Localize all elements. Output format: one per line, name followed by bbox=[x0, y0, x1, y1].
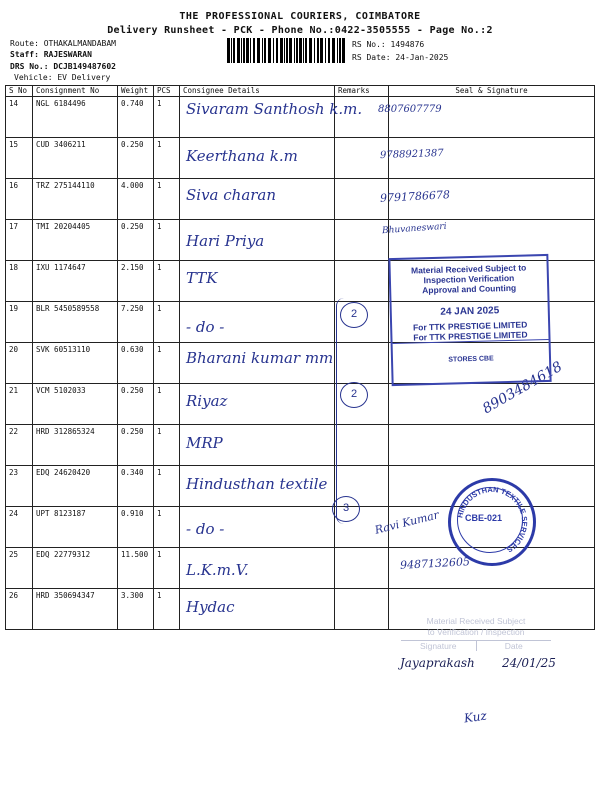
barcode-bar bbox=[299, 38, 302, 63]
verification-signature-label: Signature bbox=[401, 641, 477, 651]
cell-seal-signature bbox=[389, 425, 595, 466]
drs-number: DRS No.: DCJB149487602 bbox=[10, 62, 116, 71]
cell-consignment: UPT 8123187 bbox=[33, 507, 118, 548]
handwritten-consignee: Riyaz bbox=[186, 392, 228, 411]
barcode-bar bbox=[314, 38, 315, 63]
table-row bbox=[6, 425, 595, 466]
cell-weight: 0.250 bbox=[118, 220, 154, 261]
handwritten-signature: 9487132605 bbox=[399, 555, 471, 573]
cell-remarks bbox=[335, 548, 389, 589]
cell-weight: 3.300 bbox=[118, 589, 154, 630]
handwritten-consignee: Hindusthan textile bbox=[186, 474, 328, 493]
handwritten-signature: 9788921387 bbox=[379, 148, 444, 162]
cell-pcs: 1 bbox=[154, 138, 180, 179]
rs-date: RS Date: 24-Jan-2025 bbox=[352, 53, 449, 62]
col-sno: S No bbox=[6, 86, 33, 97]
cell-pcs: 1 bbox=[154, 507, 180, 548]
barcode-bar bbox=[243, 38, 245, 63]
stamp-date: 24 JAN 2025 bbox=[440, 305, 500, 318]
company-title: THE PROFESSIONAL COURIERS, COIMBATORE bbox=[179, 11, 421, 22]
cell-consignment: SVK 60513110 bbox=[33, 343, 118, 384]
cell-consignment: VCM 5102033 bbox=[33, 384, 118, 425]
verification-date: 24/01/25 bbox=[502, 656, 556, 670]
cell-remarks bbox=[335, 589, 389, 630]
table-header-row bbox=[6, 86, 595, 97]
cell-sno: 25 bbox=[6, 548, 33, 589]
barcode-bar bbox=[332, 38, 335, 63]
cell-pcs: 1 bbox=[154, 466, 180, 507]
barcode-bar bbox=[273, 38, 274, 63]
cell-sno: 23 bbox=[6, 466, 33, 507]
cell-pcs: 1 bbox=[154, 179, 180, 220]
barcode-bar bbox=[246, 38, 249, 63]
cell-weight: 11.500 bbox=[118, 548, 154, 589]
cell-consignment: EDQ 22779312 bbox=[33, 548, 118, 589]
stamp-line: STORES CBE bbox=[448, 355, 494, 364]
cell-consignment: HRD 350694347 bbox=[33, 589, 118, 630]
col-remarks: Remarks bbox=[335, 86, 389, 97]
cell-pcs: 1 bbox=[154, 589, 180, 630]
ttk-received-stamp bbox=[388, 254, 551, 386]
cell-sno: 21 bbox=[6, 384, 33, 425]
col-seal-signature: Seal & Signature bbox=[389, 86, 595, 97]
route-label: Route: OTHAKALMANDABAM bbox=[10, 39, 116, 48]
cell-weight: 0.250 bbox=[118, 138, 154, 179]
barcode-bar bbox=[325, 38, 326, 63]
rs-number: RS No.: 1494876 bbox=[352, 40, 425, 49]
barcode-bar bbox=[320, 38, 323, 63]
cell-pcs: 1 bbox=[154, 97, 180, 138]
cell-consignment: CUD 3406211 bbox=[33, 138, 118, 179]
table-row bbox=[6, 179, 595, 220]
hts-round-seal bbox=[448, 478, 536, 566]
barcode-bar bbox=[262, 38, 263, 63]
handwritten-signature: Bhuvaneswari bbox=[381, 221, 447, 236]
cell-weight: 4.000 bbox=[118, 179, 154, 220]
handwritten-signature: 8807607779 bbox=[378, 104, 442, 115]
barcode-bar bbox=[280, 38, 283, 63]
barcode-bar bbox=[296, 38, 298, 63]
col-pcs: PCS bbox=[154, 86, 180, 97]
barcode-bar bbox=[264, 38, 266, 63]
barcode-bar bbox=[231, 38, 232, 63]
stamp-line: Material Received Subject to bbox=[410, 262, 527, 276]
handwritten-signature: 8903484618 bbox=[479, 359, 566, 418]
cell-consignment: EDQ 24620420 bbox=[33, 466, 118, 507]
barcode-bar bbox=[241, 38, 242, 63]
cell-weight: 0.250 bbox=[118, 425, 154, 466]
cell-weight: 2.150 bbox=[118, 261, 154, 302]
handwritten-consignee: MRP bbox=[186, 433, 223, 452]
cell-pcs: 1 bbox=[154, 220, 180, 261]
handwritten-consignee: Hari Priya bbox=[186, 231, 265, 250]
barcode-bar bbox=[250, 38, 251, 63]
cell-weight: 0.250 bbox=[118, 384, 154, 425]
cell-consignment: IXU 1174647 bbox=[33, 261, 118, 302]
barcode-bar bbox=[286, 38, 288, 63]
runsheet-subtitle: Delivery Runsheet - PCK - Phone No.:0422-3505555 - Page No.:2 bbox=[107, 25, 493, 36]
handwritten-consignee: Siva charan bbox=[186, 186, 277, 205]
barcode-bar bbox=[342, 38, 345, 63]
cell-remarks bbox=[335, 220, 389, 261]
handwritten-consignee: TTK bbox=[186, 268, 218, 287]
seal-code: CBE-021 bbox=[465, 513, 503, 523]
svg-text:HINDUSTHAN TEXTILE SERVICES: HINDUSTHAN TEXTILE SERVICES bbox=[455, 484, 530, 555]
handwritten-consignee: Bharani kumar mm bbox=[186, 349, 334, 368]
verification-line: to Verification / Inspection bbox=[427, 627, 525, 637]
table-row bbox=[6, 138, 595, 179]
cell-weight: 0.630 bbox=[118, 343, 154, 384]
handwritten-consignee: Keerthana k.m bbox=[186, 147, 298, 166]
staff-label: Staff: RAJESWARAN bbox=[10, 50, 92, 59]
cell-seal-signature bbox=[389, 97, 595, 138]
stamp-line: For TTK PRESTIGE LIMITED bbox=[392, 329, 548, 344]
cell-sno: 16 bbox=[6, 179, 33, 220]
verification-date-label: Date bbox=[504, 641, 523, 651]
handwritten-signature: Ravi Kumar bbox=[373, 508, 441, 537]
barcode-bar bbox=[317, 38, 319, 63]
stamp-line: Inspection Verification bbox=[423, 272, 515, 286]
remarks-bracket bbox=[336, 298, 349, 524]
cell-sno: 24 bbox=[6, 507, 33, 548]
handwritten-consignee: - do - bbox=[186, 520, 225, 538]
barcode-bar bbox=[303, 38, 304, 63]
cell-pcs: 1 bbox=[154, 261, 180, 302]
cell-sno: 20 bbox=[6, 343, 33, 384]
cell-consignment: HRD 312865324 bbox=[33, 425, 118, 466]
cell-pcs: 1 bbox=[154, 343, 180, 384]
col-weight: Weight bbox=[118, 86, 154, 97]
cell-consignment: NGL 6184496 bbox=[33, 97, 118, 138]
cell-pcs: 1 bbox=[154, 302, 180, 343]
bottom-initials: Kuz bbox=[463, 708, 488, 726]
barcode-bar bbox=[253, 38, 255, 63]
barcode-bar bbox=[337, 38, 338, 63]
cell-pcs: 1 bbox=[154, 384, 180, 425]
cell-sno: 17 bbox=[6, 220, 33, 261]
vehicle-label: Vehicle: EV Delivery bbox=[14, 73, 111, 82]
cell-consignment: TMI 20204405 bbox=[33, 220, 118, 261]
verification-signer: Jayaprakash bbox=[400, 656, 475, 670]
barcode-bar bbox=[284, 38, 285, 63]
cell-consignment: TRZ 275144110 bbox=[33, 179, 118, 220]
barcode-bar bbox=[237, 38, 240, 63]
cell-pcs: 1 bbox=[154, 548, 180, 589]
col-consignee: Consignee Details bbox=[180, 86, 335, 97]
cell-weight: 0.740 bbox=[118, 97, 154, 138]
cell-consignment: BLR 5450589558 bbox=[33, 302, 118, 343]
cell-remarks bbox=[335, 261, 389, 302]
barcode-bar bbox=[339, 38, 341, 63]
remark-mark: 2 bbox=[340, 302, 368, 328]
cell-sno: 26 bbox=[6, 589, 33, 630]
cell-weight: 0.340 bbox=[118, 466, 154, 507]
barcode-bar bbox=[227, 38, 230, 63]
barcode-bar bbox=[268, 38, 271, 63]
barcode-bar bbox=[257, 38, 260, 63]
remark-mark: 2 bbox=[340, 382, 368, 408]
stamp-line: For TTK PRESTIGE LIMITED bbox=[412, 319, 528, 333]
cell-weight: 7.250 bbox=[118, 302, 154, 343]
handwritten-consignee: L.K.m.V. bbox=[186, 561, 249, 580]
col-consignment: Consignment No bbox=[33, 86, 118, 97]
barcode-bar bbox=[328, 38, 330, 63]
barcode-bar bbox=[309, 38, 312, 63]
cell-weight: 0.910 bbox=[118, 507, 154, 548]
barcode-bar bbox=[294, 38, 295, 63]
cell-sno: 19 bbox=[6, 302, 33, 343]
barcode-bar bbox=[289, 38, 292, 63]
barcode-bar bbox=[276, 38, 278, 63]
cell-pcs: 1 bbox=[154, 425, 180, 466]
handwritten-consignee: - do - bbox=[186, 318, 225, 336]
cell-sno: 14 bbox=[6, 97, 33, 138]
cell-sno: 15 bbox=[6, 138, 33, 179]
cell-sno: 18 bbox=[6, 261, 33, 302]
cell-sno: 22 bbox=[6, 425, 33, 466]
handwritten-signature: 9791786678 bbox=[379, 188, 451, 206]
verification-line: Material Received Subject bbox=[426, 616, 526, 626]
handwritten-consignee: Sivaram Santhosh k.m. bbox=[186, 100, 363, 118]
stamp-line: Approval and Counting bbox=[422, 282, 517, 296]
remark-mark: 3 bbox=[332, 496, 360, 522]
barcode-bar bbox=[233, 38, 235, 63]
barcode-bar bbox=[305, 38, 307, 63]
verification-stamp bbox=[395, 616, 557, 680]
handwritten-consignee: Hydac bbox=[186, 598, 235, 617]
barcode bbox=[227, 38, 345, 63]
